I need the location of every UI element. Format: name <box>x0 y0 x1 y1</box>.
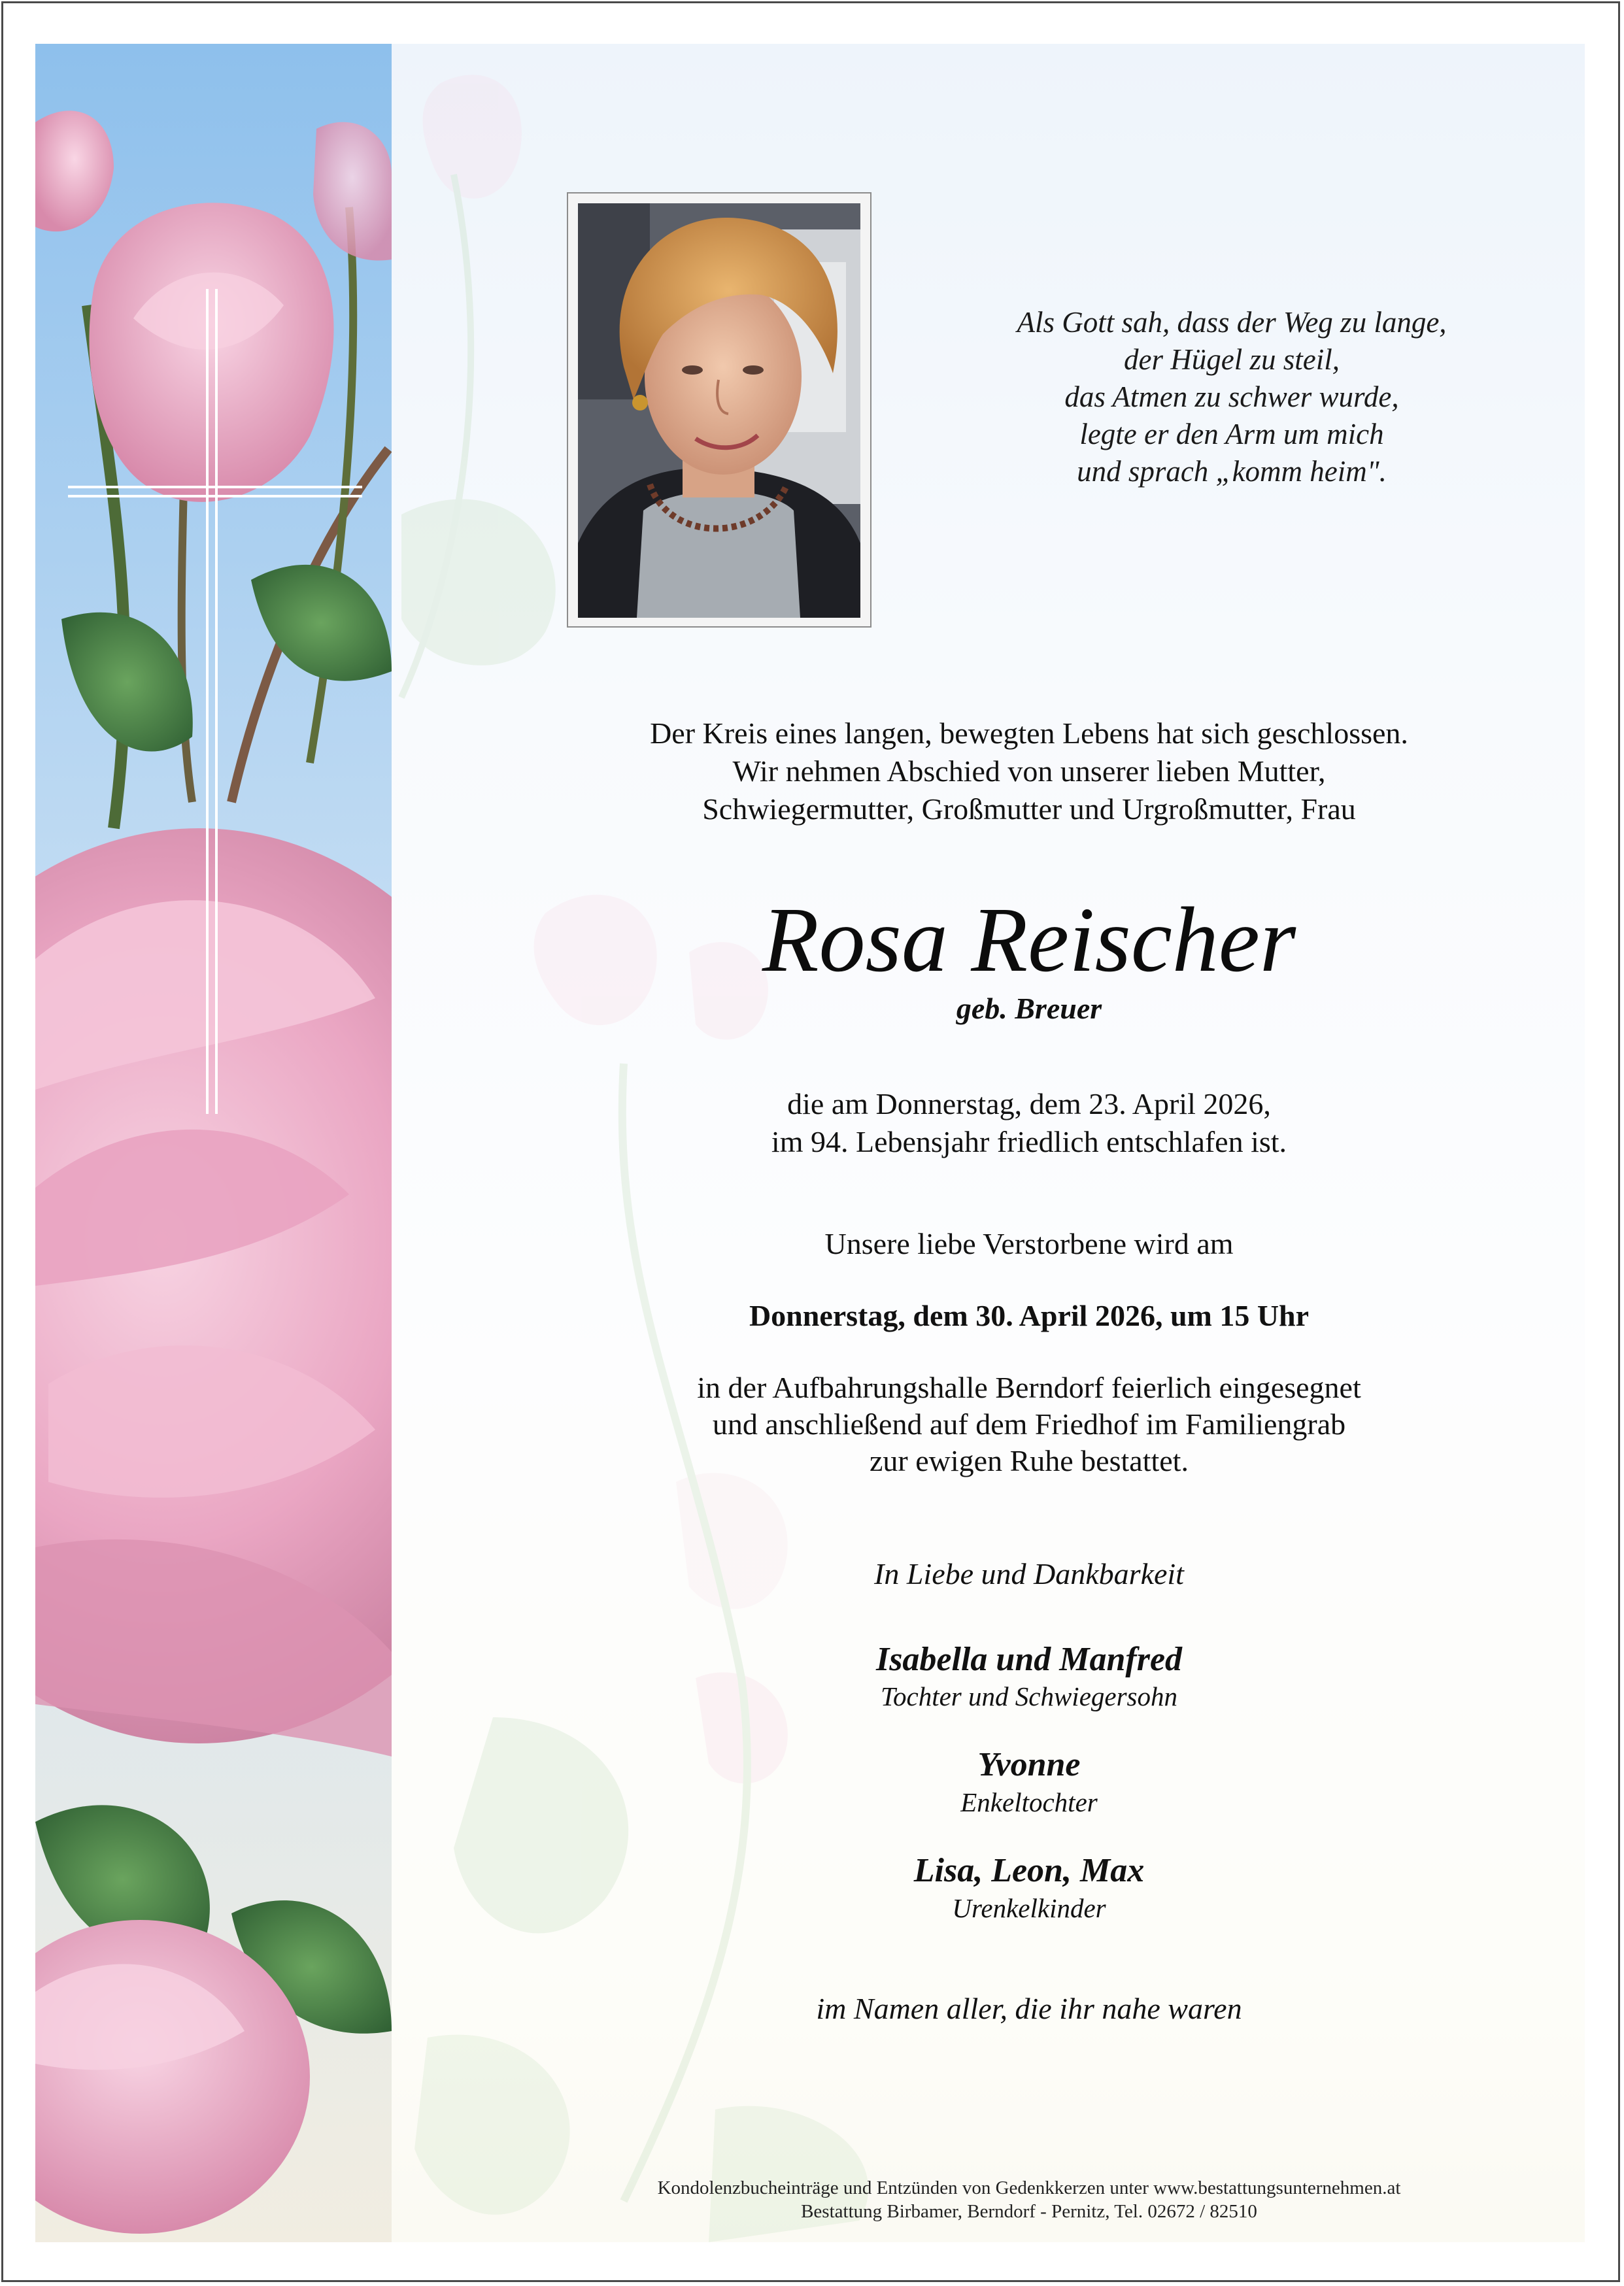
intro-line: Schwiegermutter, Großmutter und Urgroßmutter, Frau <box>702 792 1356 826</box>
mourner-relation: Urenkelkinder <box>952 1893 1106 1923</box>
funeral-date: Donnerstag, dem 30. April 2026, um 15 Uhr <box>749 1299 1310 1332</box>
death-line: im 94. Lebensjahr friedlich entschlafen ist. <box>771 1125 1287 1158</box>
funeral-place <box>522 1370 1536 1479</box>
mourner-name: Lisa, Leon, Max <box>913 1852 1145 1889</box>
mourner-relation: Tochter und Schwiegersohn <box>880 1681 1178 1711</box>
poem-line: das Atmen zu schwer wurde, <box>1064 380 1399 413</box>
poem-line: Als Gott sah, dass der Weg zu lange, <box>1017 306 1447 339</box>
parte-card <box>35 44 1585 2242</box>
mourner-relation: Enkeltochter <box>960 1787 1098 1817</box>
funeral-place-line: in der Aufbahrungshalle Berndorf feierlich eingesegnet <box>697 1371 1361 1404</box>
portrait-photo <box>578 203 860 618</box>
footer-condolence-line: Kondolenzbucheinträge und Entzünden von Gedenkkerzen unter www.bestattungsunternehmen.at <box>657 2177 1401 2198</box>
portrait-frame <box>567 192 871 628</box>
intro-text <box>522 714 1536 828</box>
memorial-poem <box>905 304 1559 490</box>
cross-icon <box>35 44 401 1155</box>
footer-funeral-home-line: Bestattung Birbamer, Berndorf - Pernitz, Tel. 02672 / 82510 <box>801 2201 1257 2222</box>
death-line: die am Donnerstag, dem 23. April 2026, <box>787 1087 1271 1120</box>
mourner-name: Yvonne <box>977 1746 1081 1783</box>
poem-line: der Hügel zu steil, <box>1124 343 1340 376</box>
death-notice <box>522 1085 1536 1161</box>
funeral-place-line: zur ewigen Ruhe bestattet. <box>870 1444 1189 1477</box>
closing-phrase: In Liebe und Dankbarkeit <box>874 1557 1184 1590</box>
funeral-intro: Unsere liebe Verstorbene wird am <box>824 1227 1234 1260</box>
poem-line: und sprach „komm heim". <box>1077 455 1387 488</box>
maiden-name: geb. Breuer <box>956 992 1102 1025</box>
intro-line: Wir nehmen Abschied von unserer lieben Mutter, <box>732 754 1326 788</box>
deceased-name: Rosa Reischer <box>762 888 1296 991</box>
funeral-place-line: und anschließend auf dem Friedhof im Familiengrab <box>712 1407 1346 1441</box>
mourner-name: Isabella und Manfred <box>875 1641 1183 1678</box>
signoff-phrase: im Namen aller, die ihr nahe waren <box>816 1992 1242 2025</box>
poem-line: legte er den Arm um mich <box>1079 418 1384 450</box>
intro-line: Der Kreis eines langen, bewegten Lebens hat sich geschlossen. <box>650 716 1408 750</box>
